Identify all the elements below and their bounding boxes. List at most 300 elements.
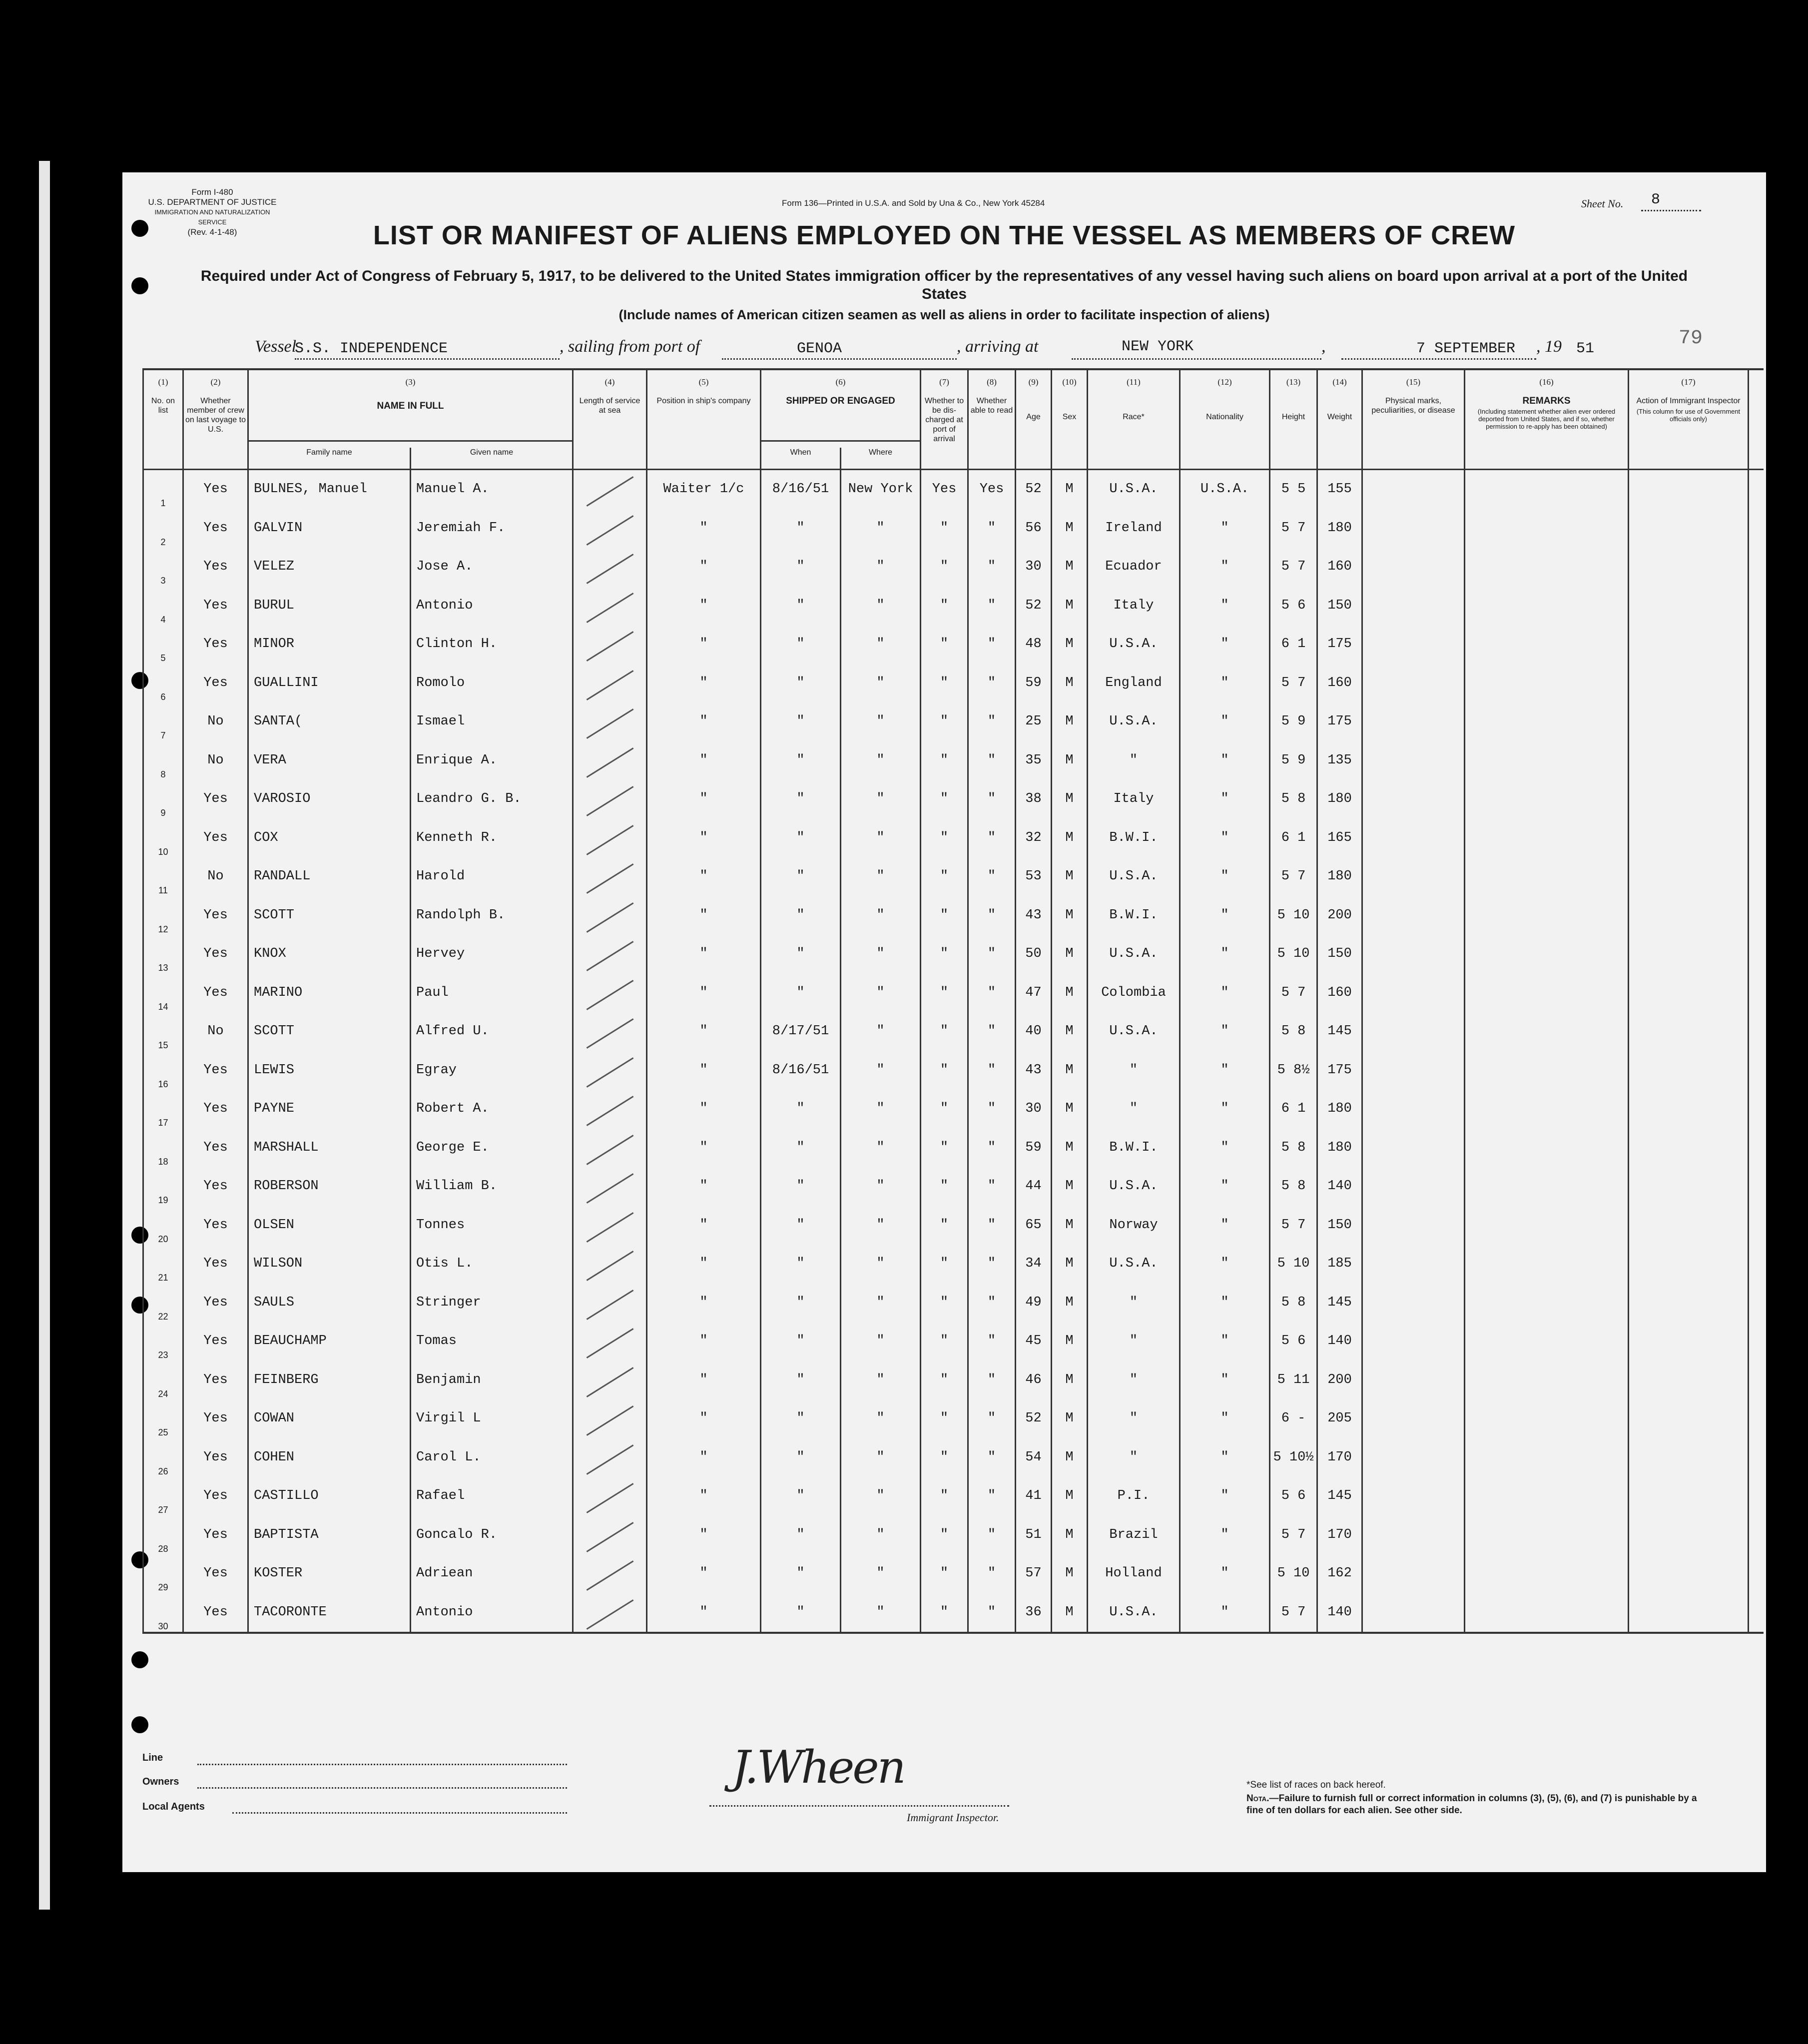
- empty-cell: [1362, 1206, 1465, 1245]
- age-cell: 65: [1016, 1206, 1052, 1245]
- age-cell: 36: [1016, 1593, 1052, 1633]
- service-length-cell: [573, 1167, 647, 1206]
- weight-cell: 160: [1317, 973, 1362, 1012]
- height-cell: 5 10: [1270, 935, 1317, 974]
- nat-cell: ": [1180, 818, 1270, 857]
- no-cell: 8: [143, 741, 183, 780]
- sex-cell: M: [1052, 664, 1088, 702]
- empty-cell: [1465, 1012, 1629, 1051]
- where-cell: ": [841, 664, 921, 702]
- disch-cell: ": [921, 935, 968, 974]
- given-cell: Tomas: [411, 1322, 573, 1361]
- age-cell: 30: [1016, 1090, 1052, 1129]
- empty-cell: [1362, 1128, 1465, 1167]
- where-cell: ": [841, 1128, 921, 1167]
- crew-manifest-table: [142, 368, 1764, 1634]
- table-row: [143, 780, 1764, 819]
- height-cell: 5 8: [1270, 780, 1317, 819]
- given-cell: Antonio: [411, 586, 573, 625]
- empty-cell: [1629, 1361, 1749, 1399]
- weight-cell: 140: [1317, 1322, 1362, 1361]
- slash-mark: [586, 1173, 633, 1204]
- read-cell: ": [968, 1167, 1016, 1206]
- race-cell: Colombia: [1088, 973, 1180, 1012]
- header-row: [143, 369, 1764, 469]
- sex-cell: M: [1052, 1593, 1088, 1633]
- when-cell: ": [761, 1361, 841, 1399]
- line-dotline: [197, 1764, 567, 1765]
- pos-cell: ": [647, 586, 761, 625]
- service-length-cell: [573, 702, 647, 741]
- no-cell: 12: [143, 896, 183, 935]
- family-cell: BAPTISTA: [248, 1515, 411, 1554]
- table-row: [143, 1012, 1764, 1051]
- service-length-cell: [573, 1593, 647, 1633]
- given-cell: Jeremiah F.: [411, 509, 573, 548]
- empty-cell: [1749, 973, 1764, 1012]
- disch-cell: ": [921, 818, 968, 857]
- no-cell: 5: [143, 625, 183, 664]
- pos-cell: ": [647, 857, 761, 896]
- height-cell: 5 6: [1270, 586, 1317, 625]
- height-cell: 5 7: [1270, 1593, 1317, 1633]
- age-cell: 46: [1016, 1361, 1052, 1399]
- where-cell: ": [841, 1554, 921, 1593]
- empty-cell: [1749, 1012, 1764, 1051]
- col-1-header: (1) No. on list: [143, 369, 183, 469]
- race-cell: Ireland: [1088, 509, 1180, 548]
- age-cell: 59: [1016, 1128, 1052, 1167]
- empty-cell: [1362, 1477, 1465, 1516]
- age-cell: 57: [1016, 1554, 1052, 1593]
- empty-cell: [1362, 625, 1465, 664]
- family-cell: SCOTT: [248, 896, 411, 935]
- age-cell: 54: [1016, 1438, 1052, 1477]
- col-15-header: (15) Physical marks, peculiarities, or disease: [1362, 369, 1465, 469]
- height-cell: 5 5: [1270, 469, 1317, 509]
- table-row: [143, 1554, 1764, 1593]
- where-cell: ": [841, 548, 921, 587]
- no-cell: 4: [143, 586, 183, 625]
- read-cell: ": [968, 1554, 1016, 1593]
- nat-cell: ": [1180, 741, 1270, 780]
- disch-cell: Yes: [921, 469, 968, 509]
- col-8-header: (8) Whether able to read: [968, 369, 1016, 469]
- family-cell: GUALLINI: [248, 664, 411, 702]
- prev-cell: No: [183, 857, 248, 896]
- race-cell: U.S.A.: [1088, 702, 1180, 741]
- weight-cell: 150: [1317, 935, 1362, 974]
- empty-cell: [1629, 1167, 1749, 1206]
- where-cell: ": [841, 741, 921, 780]
- when-cell: ": [761, 1322, 841, 1361]
- disch-cell: ": [921, 586, 968, 625]
- empty-cell: [1749, 664, 1764, 702]
- service-length-cell: [573, 548, 647, 587]
- table-row: [143, 1051, 1764, 1090]
- slash-mark: [586, 980, 633, 1010]
- age-cell: 47: [1016, 973, 1052, 1012]
- empty-cell: [1465, 973, 1629, 1012]
- race-cell: ": [1088, 1438, 1180, 1477]
- nat-cell: ": [1180, 857, 1270, 896]
- empty-cell: [1749, 780, 1764, 819]
- read-cell: ": [968, 1515, 1016, 1554]
- nat-cell: ": [1180, 625, 1270, 664]
- table-row: [143, 1283, 1764, 1322]
- arrival-year: 51: [1576, 340, 1595, 357]
- empty-cell: [1629, 1283, 1749, 1322]
- department: U.S. DEPARTMENT OF JUSTICE: [148, 197, 277, 207]
- weight-cell: 150: [1317, 586, 1362, 625]
- service-length-cell: [573, 1051, 647, 1090]
- service-length-cell: [573, 664, 647, 702]
- service-length-cell: [573, 1399, 647, 1438]
- nat-cell: ": [1180, 935, 1270, 974]
- family-cell: LEWIS: [248, 1051, 411, 1090]
- prev-cell: No: [183, 1012, 248, 1051]
- disch-cell: ": [921, 741, 968, 780]
- read-cell: ": [968, 548, 1016, 587]
- empty-cell: [1465, 1128, 1629, 1167]
- empty-cell: [1629, 509, 1749, 548]
- where-cell: ": [841, 1245, 921, 1284]
- col-3-header: (3) NAME IN FULL Family name Given name: [248, 369, 573, 469]
- where-cell: ": [841, 702, 921, 741]
- slash-mark: [586, 1290, 633, 1320]
- nat-cell: ": [1180, 1361, 1270, 1399]
- empty-cell: [1749, 469, 1764, 509]
- sex-cell: M: [1052, 1128, 1088, 1167]
- race-cell: ": [1088, 741, 1180, 780]
- when-cell: ": [761, 780, 841, 819]
- table-row: [143, 1438, 1764, 1477]
- page-title: LIST OR MANIFEST OF ALIENS EMPLOYED ON THE VESSEL AS MEMBERS OF CREW: [373, 220, 1516, 250]
- slash-mark: [586, 593, 633, 623]
- empty-cell: [1362, 1361, 1465, 1399]
- empty-cell: [1749, 1399, 1764, 1438]
- where-cell: ": [841, 1206, 921, 1245]
- nat-cell: ": [1180, 1399, 1270, 1438]
- empty-cell: [1465, 818, 1629, 857]
- where-cell: ": [841, 1012, 921, 1051]
- no-cell: 2: [143, 509, 183, 548]
- race-cell: U.S.A.: [1088, 857, 1180, 896]
- sex-cell: M: [1052, 1554, 1088, 1593]
- pos-cell: ": [647, 1051, 761, 1090]
- weight-cell: 175: [1317, 625, 1362, 664]
- age-cell: 51: [1016, 1515, 1052, 1554]
- col-4-header: (4) Length of service at sea: [573, 369, 647, 469]
- port-to-dotline: [1072, 358, 1321, 360]
- where-cell: ": [841, 1399, 921, 1438]
- when-cell: ": [761, 1399, 841, 1438]
- empty-cell: [1629, 973, 1749, 1012]
- race-cell: ": [1088, 1399, 1180, 1438]
- slash-mark: [586, 941, 633, 971]
- empty-cell: [1465, 1399, 1629, 1438]
- weight-cell: 200: [1317, 896, 1362, 935]
- service-length-cell: [573, 1090, 647, 1129]
- sex-cell: M: [1052, 509, 1088, 548]
- given-cell: Jose A.: [411, 548, 573, 587]
- where-cell: ": [841, 1051, 921, 1090]
- weight-cell: 180: [1317, 780, 1362, 819]
- no-cell: 30: [143, 1593, 183, 1633]
- no-cell: 14: [143, 973, 183, 1012]
- col-17-header: (17) Action of Immigrant Inspector (This column for use of Government officials only): [1629, 369, 1749, 469]
- prev-cell: Yes: [183, 1206, 248, 1245]
- empty-cell: [1749, 548, 1764, 587]
- height-cell: 5 10: [1270, 896, 1317, 935]
- read-cell: ": [968, 664, 1016, 702]
- family-cell: MARSHALL: [248, 1128, 411, 1167]
- empty-cell: [1465, 1167, 1629, 1206]
- empty-cell: [1465, 1206, 1629, 1245]
- nota: [1246, 1793, 1716, 1817]
- when-cell: ": [761, 973, 841, 1012]
- prev-cell: Yes: [183, 586, 248, 625]
- prev-cell: Yes: [183, 1399, 248, 1438]
- disch-cell: ": [921, 1593, 968, 1633]
- height-cell: 6 1: [1270, 1090, 1317, 1129]
- weight-cell: 140: [1317, 1167, 1362, 1206]
- read-cell: ": [968, 702, 1016, 741]
- height-cell: 5 7: [1270, 664, 1317, 702]
- empty-cell: [1362, 548, 1465, 587]
- when-cell: ": [761, 1515, 841, 1554]
- read-cell: ": [968, 741, 1016, 780]
- disch-cell: ": [921, 509, 968, 548]
- service-length-cell: [573, 625, 647, 664]
- height-cell: 5 8: [1270, 1012, 1317, 1051]
- race-cell: Italy: [1088, 780, 1180, 819]
- prev-cell: Yes: [183, 1051, 248, 1090]
- family-cell: BURUL: [248, 586, 411, 625]
- nat-cell: ": [1180, 664, 1270, 702]
- sex-cell: M: [1052, 1399, 1088, 1438]
- where-cell: ": [841, 625, 921, 664]
- disch-cell: ": [921, 1206, 968, 1245]
- empty-cell: [1749, 1515, 1764, 1554]
- race-cell: B.W.I.: [1088, 818, 1180, 857]
- no-cell: 27: [143, 1477, 183, 1516]
- table-row: [143, 935, 1764, 974]
- disch-cell: ": [921, 1554, 968, 1593]
- no-cell: 16: [143, 1051, 183, 1090]
- pos-cell: ": [647, 1206, 761, 1245]
- empty-cell: [1749, 1438, 1764, 1477]
- slash-mark: [586, 1444, 633, 1475]
- weight-cell: 200: [1317, 1361, 1362, 1399]
- age-cell: 49: [1016, 1283, 1052, 1322]
- nat-cell: ": [1180, 1593, 1270, 1633]
- table-row: [143, 973, 1764, 1012]
- pos-cell: ": [647, 1128, 761, 1167]
- sex-cell: M: [1052, 1361, 1088, 1399]
- port-to: NEW YORK: [1122, 338, 1194, 355]
- nat-cell: ": [1180, 896, 1270, 935]
- pos-cell: ": [647, 935, 761, 974]
- age-cell: 34: [1016, 1245, 1052, 1284]
- age-cell: 43: [1016, 896, 1052, 935]
- empty-cell: [1749, 1322, 1764, 1361]
- table-row: [143, 1128, 1764, 1167]
- race-cell: U.S.A.: [1088, 935, 1180, 974]
- date-dotline: [1341, 358, 1536, 360]
- service-length-cell: [573, 1477, 647, 1516]
- empty-cell: [1749, 586, 1764, 625]
- no-cell: 28: [143, 1515, 183, 1554]
- disch-cell: ": [921, 548, 968, 587]
- race-cell: ": [1088, 1051, 1180, 1090]
- age-cell: 43: [1016, 1051, 1052, 1090]
- prev-cell: Yes: [183, 1283, 248, 1322]
- family-cell: ROBERSON: [248, 1167, 411, 1206]
- when-cell: ": [761, 1167, 841, 1206]
- disch-cell: ": [921, 1051, 968, 1090]
- height-cell: 5 7: [1270, 857, 1317, 896]
- family-cell: TACORONTE: [248, 1593, 411, 1633]
- sex-cell: M: [1052, 625, 1088, 664]
- no-cell: 9: [143, 780, 183, 819]
- empty-cell: [1749, 857, 1764, 896]
- nat-cell: ": [1180, 1245, 1270, 1284]
- slash-mark: [586, 863, 633, 894]
- when-header: When: [761, 448, 841, 469]
- sex-cell: M: [1052, 548, 1088, 587]
- col-5-header: (5) Position in ship's company: [647, 369, 761, 469]
- given-cell: Alfred U.: [411, 1012, 573, 1051]
- sex-cell: M: [1052, 1322, 1088, 1361]
- family-cell: FEINBERG: [248, 1361, 411, 1399]
- pos-cell: ": [647, 1477, 761, 1516]
- subnote: (Include names of American citizen seamen as well as aliens in order to facilitate inspection of aliens): [618, 307, 1270, 322]
- binder-hole: [131, 277, 148, 294]
- height-cell: 6 1: [1270, 625, 1317, 664]
- where-cell: ": [841, 1167, 921, 1206]
- empty-cell: [1465, 1438, 1629, 1477]
- where-cell: New York: [841, 469, 921, 509]
- service-length-cell: [573, 586, 647, 625]
- sex-cell: M: [1052, 469, 1088, 509]
- table-row: [143, 625, 1764, 664]
- slash-mark: [586, 1522, 633, 1552]
- height-cell: 5 8: [1270, 1167, 1317, 1206]
- prev-cell: Yes: [183, 1128, 248, 1167]
- weight-cell: 170: [1317, 1515, 1362, 1554]
- sex-cell: M: [1052, 1012, 1088, 1051]
- table-row: [143, 1399, 1764, 1438]
- prev-cell: Yes: [183, 780, 248, 819]
- when-cell: ": [761, 857, 841, 896]
- empty-cell: [1465, 548, 1629, 587]
- spacer-cell: [1749, 369, 1764, 469]
- where-cell: ": [841, 586, 921, 625]
- given-cell: Robert A.: [411, 1090, 573, 1129]
- agents-label: Local Agents: [142, 1801, 205, 1812]
- table-row: [143, 741, 1764, 780]
- read-cell: ": [968, 625, 1016, 664]
- disch-cell: ": [921, 1399, 968, 1438]
- where-cell: ": [841, 1322, 921, 1361]
- sex-cell: M: [1052, 1167, 1088, 1206]
- when-cell: ": [761, 896, 841, 935]
- slash-mark: [586, 631, 633, 662]
- film-edge-strip: [39, 161, 50, 1910]
- height-cell: 5 7: [1270, 548, 1317, 587]
- given-cell: Clinton H.: [411, 625, 573, 664]
- disch-cell: ": [921, 702, 968, 741]
- nota-label: Nota.: [1246, 1793, 1269, 1804]
- weight-cell: 162: [1317, 1554, 1362, 1593]
- sex-cell: M: [1052, 1283, 1088, 1322]
- race-cell: P.I.: [1088, 1477, 1180, 1516]
- prev-cell: Yes: [183, 973, 248, 1012]
- slash-mark: [586, 1483, 633, 1513]
- revision: (Rev. 4-1-48): [187, 227, 237, 237]
- no-cell: 20: [143, 1206, 183, 1245]
- weight-cell: 175: [1317, 702, 1362, 741]
- weight-cell: 180: [1317, 1090, 1362, 1129]
- race-cell: Italy: [1088, 586, 1180, 625]
- empty-cell: [1629, 1438, 1749, 1477]
- empty-cell: [1629, 857, 1749, 896]
- service-length-cell: [573, 741, 647, 780]
- family-cell: KNOX: [248, 935, 411, 974]
- when-cell: 8/16/51: [761, 1051, 841, 1090]
- race-cell: B.W.I.: [1088, 896, 1180, 935]
- empty-cell: [1465, 702, 1629, 741]
- empty-cell: [1629, 1128, 1749, 1167]
- disch-cell: ": [921, 1167, 968, 1206]
- given-cell: Carol L.: [411, 1438, 573, 1477]
- col-14-header: (14) Weight: [1317, 369, 1362, 469]
- disch-cell: ": [921, 1361, 968, 1399]
- given-cell: Kenneth R.: [411, 818, 573, 857]
- pos-cell: ": [647, 1361, 761, 1399]
- empty-cell: [1465, 1361, 1629, 1399]
- family-cell: COWAN: [248, 1399, 411, 1438]
- empty-cell: [1749, 1245, 1764, 1284]
- given-cell: Adriean: [411, 1554, 573, 1593]
- read-cell: ": [968, 857, 1016, 896]
- prev-cell: Yes: [183, 1477, 248, 1516]
- no-cell: 29: [143, 1554, 183, 1593]
- col-12-header: (12) Nationality: [1180, 369, 1270, 469]
- service: IMMIGRATION AND NATURALIZATION SERVICE: [154, 208, 270, 226]
- age-cell: 52: [1016, 469, 1052, 509]
- read-cell: ": [968, 509, 1016, 548]
- when-cell: ": [761, 1206, 841, 1245]
- prev-cell: Yes: [183, 896, 248, 935]
- empty-cell: [1465, 780, 1629, 819]
- sex-cell: M: [1052, 1245, 1088, 1284]
- slash-mark: [586, 1018, 633, 1049]
- empty-cell: [1629, 548, 1749, 587]
- table-row: [143, 1245, 1764, 1284]
- arriving-label: , arriving at: [957, 337, 1039, 356]
- empty-cell: [1749, 509, 1764, 548]
- empty-cell: [1465, 1515, 1629, 1554]
- family-cell: SANTA(: [248, 702, 411, 741]
- empty-cell: [1749, 741, 1764, 780]
- pos-cell: ": [647, 1245, 761, 1284]
- table-row: [143, 818, 1764, 857]
- prev-cell: Yes: [183, 1515, 248, 1554]
- empty-cell: [1629, 1206, 1749, 1245]
- col-10-header: (10) Sex: [1052, 369, 1088, 469]
